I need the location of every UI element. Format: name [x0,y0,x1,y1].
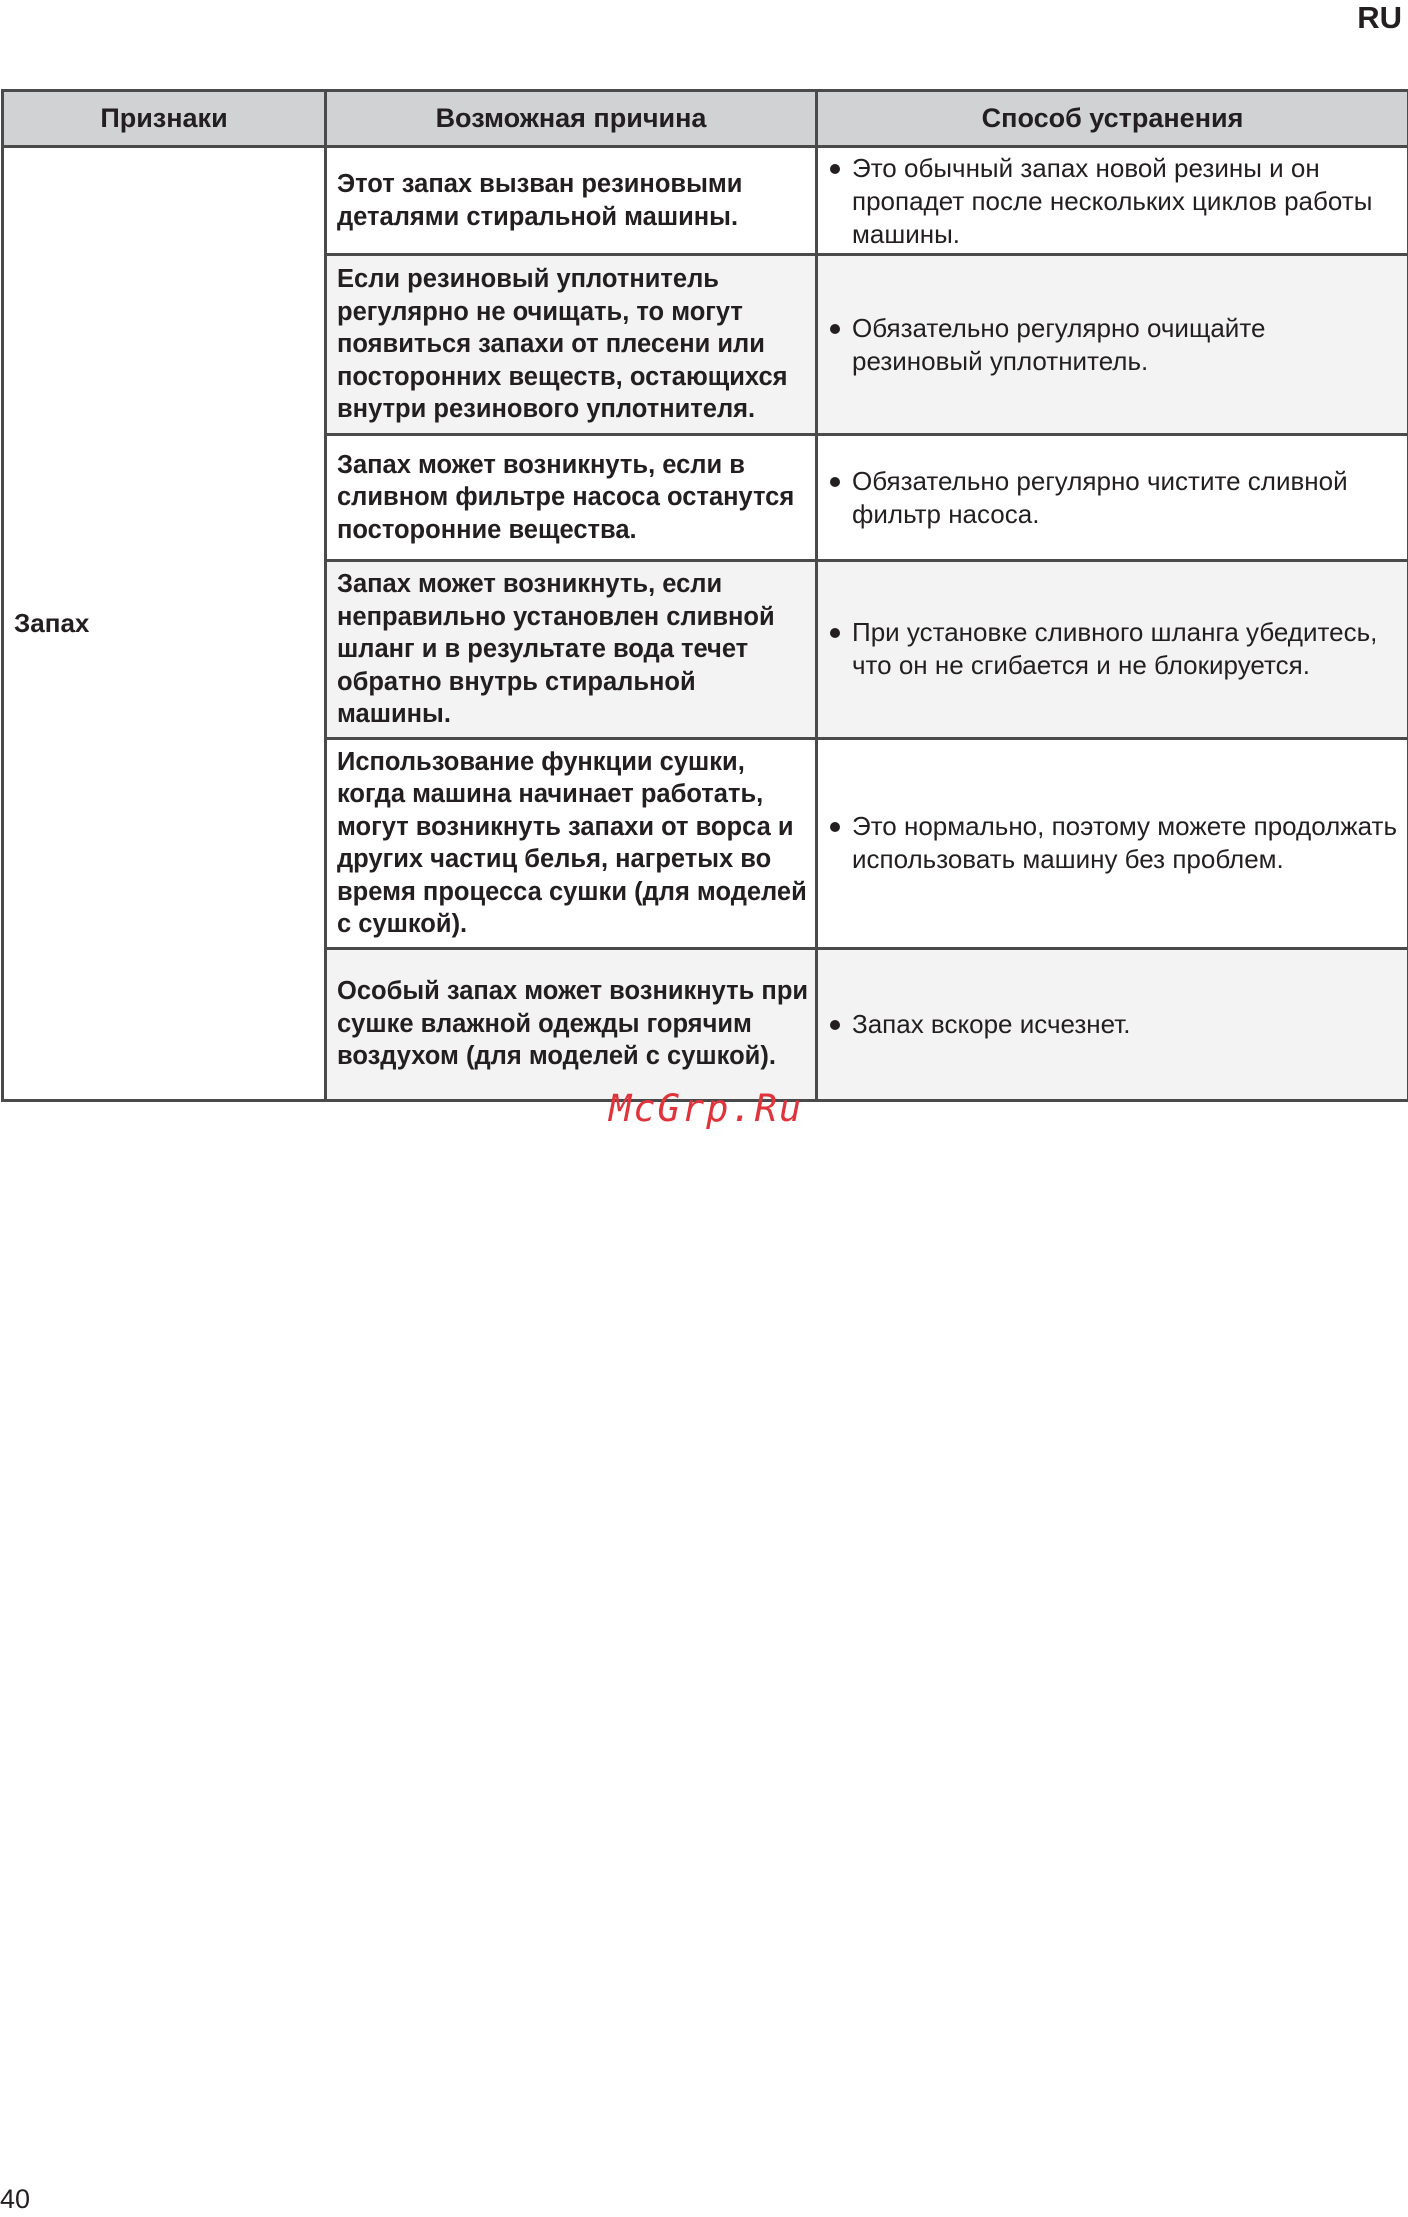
symptom-cell: Запах [3,147,326,1101]
solution-cell [817,147,1408,255]
bullet-icon [830,628,840,638]
table-header-row [3,91,1408,147]
solution-text: При установке сливного шланга убедитесь, что он не сгибается и не блокируется. [852,617,1378,681]
cause-cell: Этот запах вызван резиновыми деталями стиральной машины. [326,147,817,255]
solution-text: Это обычный запах новой резины и он пропадет после нескольких циклов работы машины. [852,153,1373,249]
bullet-icon [830,477,840,487]
bullet-icon [830,324,840,334]
solution-cell [817,561,1408,739]
column-header-cause: Возможная причина [326,91,817,147]
language-code: RU [1357,0,1402,35]
troubleshooting-table [1,89,1408,1102]
bullet-icon [830,822,840,832]
page-number: 40 [0,2184,31,2214]
table-row [3,147,1408,255]
cause-cell: Запах может возникнуть, если в сливном фильтре насоса останутся посторонние вещества. [326,435,817,561]
cause-cell: Особый запах может возникнуть при сушке влажной одежды горячим воздухом (для моделей с сушкой). [326,948,817,1100]
cause-cell: Запах может возникнуть, если неправильно установлен сливной шланг и в результате вода течет обратно внутрь стиральной машины. [326,561,817,739]
solution-cell [817,948,1408,1100]
watermark: McGrp.Ru [609,1087,804,1130]
bullet-icon [830,164,840,174]
solution-text: Обязательно регулярно чистите сливной фильтр насоса. [852,465,1348,529]
bullet-icon [830,1020,840,1030]
solution-text: Запах вскоре исчезнет. [852,1008,1131,1039]
cause-cell: Если резиновый уплотнитель регулярно не очищать, то могут появиться запахи от плесени или посторонних веществ, остающихся внутри резинового уплотнителя. [326,255,817,435]
solution-cell [817,255,1408,435]
cause-cell: Использование функции сушки, когда машина начинает работать, могут возникнуть запахи от ворса и других частиц белья, нагретых во время процесса сушки (для моделей с сушкой). [326,738,817,948]
column-header-symptoms: Признаки [3,91,326,147]
solution-cell [817,738,1408,948]
solution-cell [817,435,1408,561]
solution-text: Обязательно регулярно очищайте резиновый уплотнитель. [852,312,1266,376]
column-header-solution: Способ устранения [817,91,1408,147]
solution-text: Это нормально, поэтому можете продолжать использовать машину без проблем. [852,811,1398,874]
